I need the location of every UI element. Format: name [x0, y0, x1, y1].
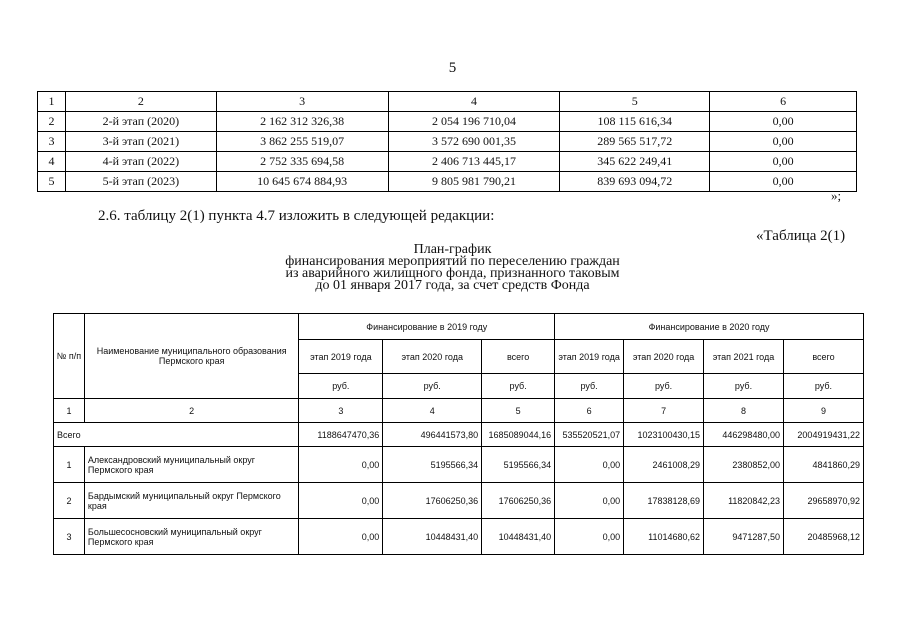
numbering-cell: 6 [555, 399, 624, 423]
table-cell: 5-й этап (2023) [65, 172, 216, 192]
table-cell: 4-й этап (2022) [65, 152, 216, 172]
subheader-cell: этап 2020 года [624, 340, 704, 374]
plan-title-line: финансирования мероприятий по переселению граждан [285, 254, 620, 269]
table-cell: 5195566,34 [482, 447, 555, 483]
financing-table [53, 313, 864, 555]
numbering-cell: 5 [482, 399, 555, 423]
unit-cell: руб. [704, 374, 784, 399]
table-cell: 3-й этап (2021) [65, 132, 216, 152]
table-cell: 9471287,50 [704, 519, 784, 555]
numbering-cell: 2 [84, 399, 298, 423]
table-cell: 0,00 [555, 519, 624, 555]
row-number: 3 [54, 519, 85, 555]
table-cell: 0,00 [710, 132, 857, 152]
table-cell: 2 752 335 694,58 [216, 152, 388, 172]
header-cell: 4 [388, 92, 560, 112]
table-cell: 345 622 249,41 [560, 152, 710, 172]
numbering-cell: 4 [383, 399, 482, 423]
plan-title-line: до 01 января 2017 года, за счет средств Фонда [315, 278, 590, 293]
table-cell: 5 [38, 172, 66, 192]
unit-cell: руб. [383, 374, 482, 399]
stages-table [37, 91, 857, 192]
table-cell: 11014680,62 [624, 519, 704, 555]
table-row [38, 132, 857, 152]
unit-cell: руб. [783, 374, 863, 399]
unit-cell: руб. [624, 374, 704, 399]
total-cell: 446298480,00 [704, 423, 784, 447]
group-2019-header: Финансирование в 2019 году [299, 314, 555, 340]
table-row [54, 519, 864, 555]
table-cell: 10 645 674 884,93 [216, 172, 388, 192]
table-cell: 0,00 [710, 112, 857, 132]
table-cell: 4 [38, 152, 66, 172]
table-cell: 17838128,69 [624, 483, 704, 519]
subheader-cell: этап 2019 года [299, 340, 383, 374]
header-cell: 1 [38, 92, 66, 112]
table-row [54, 483, 864, 519]
table-row [38, 172, 857, 192]
table-cell: 2 162 312 326,38 [216, 112, 388, 132]
numbering-row [54, 399, 864, 423]
table-cell: 0,00 [555, 447, 624, 483]
table-cell: 10448431,40 [383, 519, 482, 555]
table-reference: «Таблица 2(1) [756, 228, 846, 244]
table-cell: 3 862 255 519,07 [216, 132, 388, 152]
total-label: Всего [54, 423, 299, 447]
row-number: 2 [54, 483, 85, 519]
table-cell: 108 115 616,34 [560, 112, 710, 132]
table-cell: 3 [38, 132, 66, 152]
numbering-cell: 9 [783, 399, 863, 423]
table-cell: 2 054 196 710,04 [388, 112, 560, 132]
table-cell: 4841860,29 [783, 447, 863, 483]
table-cell: 2461008,29 [624, 447, 704, 483]
numbering-cell: 1 [54, 399, 85, 423]
table-cell: 5195566,34 [383, 447, 482, 483]
table-cell: 0,00 [299, 447, 383, 483]
page-number: 5 [448, 60, 457, 76]
closing-quote-mark: »; [831, 188, 842, 203]
subheader-cell: этап 2019 года [555, 340, 624, 374]
table-cell: 0,00 [710, 172, 857, 192]
total-row [54, 423, 864, 447]
table-cell: 839 693 094,72 [560, 172, 710, 192]
municipality-name: Бардымский муниципальный округ Пермского края [84, 483, 298, 519]
table-row [38, 112, 857, 132]
header-cell: 3 [216, 92, 388, 112]
stages-table-header-row [38, 92, 857, 112]
table-cell: 29658970,92 [783, 483, 863, 519]
unit-cell: руб. [555, 374, 624, 399]
table-cell: 289 565 517,72 [560, 132, 710, 152]
table-cell: 0,00 [299, 519, 383, 555]
col-name-header: Наименование муниципального образования Пермского края [84, 314, 298, 399]
table-cell: 2 406 713 445,17 [388, 152, 560, 172]
total-cell: 1023100430,15 [624, 423, 704, 447]
plan-title-line: План-график [413, 242, 492, 257]
total-cell: 535520521,07 [555, 423, 624, 447]
table-cell: 10448431,40 [482, 519, 555, 555]
total-cell: 496441573,80 [383, 423, 482, 447]
financing-header-row [54, 314, 864, 340]
table-cell: 2 [38, 112, 66, 132]
subheader-cell: этап 2020 года [383, 340, 482, 374]
table-cell: 11820842,23 [704, 483, 784, 519]
subheader-cell: этап 2021 года [704, 340, 784, 374]
row-number: 1 [54, 447, 85, 483]
table-cell: 2-й этап (2020) [65, 112, 216, 132]
header-cell: 2 [65, 92, 216, 112]
numbering-cell: 7 [624, 399, 704, 423]
header-cell: 5 [560, 92, 710, 112]
table-cell: 9 805 981 790,21 [388, 172, 560, 192]
total-cell: 1188647470,36 [299, 423, 383, 447]
unit-cell: руб. [299, 374, 383, 399]
total-cell: 1685089044,16 [482, 423, 555, 447]
table-cell: 2380852,00 [704, 447, 784, 483]
instruction-text: 2.6. таблицу 2(1) пункта 4.7 изложить в следующей редакции: [98, 208, 495, 224]
total-cell: 2004919431,22 [783, 423, 863, 447]
table-row [38, 152, 857, 172]
plan-title [0, 244, 905, 292]
table-cell: 20485968,12 [783, 519, 863, 555]
municipality-name: Большесосновский муниципальный округ Пермского края [84, 519, 298, 555]
table-cell: 3 572 690 001,35 [388, 132, 560, 152]
numbering-cell: 3 [299, 399, 383, 423]
table-cell: 0,00 [555, 483, 624, 519]
numbering-cell: 8 [704, 399, 784, 423]
col-number-header: № п/п [54, 314, 85, 399]
plan-title-line: из аварийного жилищного фонда, признанного таковым [285, 266, 620, 281]
header-cell: 6 [710, 92, 857, 112]
subheader-cell: всего [482, 340, 555, 374]
table-cell: 0,00 [710, 152, 857, 172]
table-cell: 0,00 [299, 483, 383, 519]
table-cell: 17606250,36 [482, 483, 555, 519]
unit-cell: руб. [482, 374, 555, 399]
table-cell: 17606250,36 [383, 483, 482, 519]
municipality-name: Александровский муниципальный округ Пермского края [84, 447, 298, 483]
subheader-cell: всего [783, 340, 863, 374]
table-row [54, 447, 864, 483]
group-2020-header: Финансирование в 2020 году [555, 314, 864, 340]
